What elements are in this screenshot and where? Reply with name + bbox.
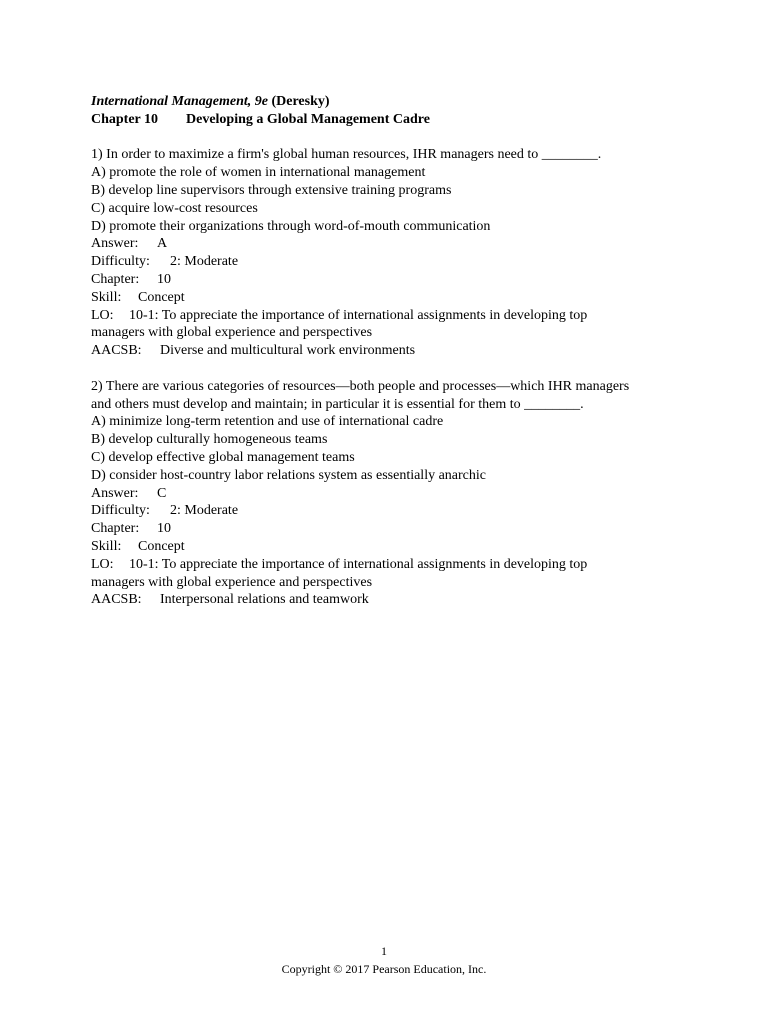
book-title: International Management, 9e: [91, 94, 268, 109]
difficulty-label: Difficulty:: [91, 503, 150, 519]
chapter-heading: [91, 111, 691, 129]
book-author: (Deresky): [267, 94, 330, 109]
skill-row: [91, 538, 691, 556]
answer-value: C: [157, 485, 167, 501]
chapter-row: [91, 271, 691, 289]
question-stem-continued: and others must develop and maintain; in particular it is essential for them to ________.: [91, 396, 584, 412]
difficulty-value: 2: Moderate: [170, 254, 239, 270]
option-b: B) develop culturally homogeneous teams: [91, 432, 328, 448]
skill-value: Concept: [138, 289, 185, 305]
option-d: D) consider host-country labor relations system as essentially anarchic: [91, 467, 486, 483]
difficulty-row: [91, 502, 691, 520]
chapter-value: 10: [157, 521, 171, 537]
book-header: [91, 93, 691, 111]
lo-row: [91, 307, 691, 325]
answer-label: Answer:: [91, 236, 139, 252]
page-number: 1: [381, 944, 387, 958]
question-stem: 2) There are various categories of resources—both people and processes—which IHR managers: [91, 378, 630, 394]
chapter-value: 10: [157, 271, 171, 287]
aacsb-row: [91, 342, 691, 360]
option-c: C) develop effective global management teams: [91, 449, 355, 465]
aacsb-value: Interpersonal relations and teamwork: [160, 592, 369, 608]
skill-row: [91, 289, 691, 307]
spacer: [91, 360, 691, 378]
option-a: A) promote the role of women in international management: [91, 165, 426, 181]
lo-continued: managers with global experience and perspectives: [91, 574, 373, 590]
answer-row: [91, 235, 691, 253]
lo-continued: managers with global experience and perspectives: [91, 325, 373, 341]
aacsb-label: AACSB:: [91, 592, 142, 608]
spacer: [91, 129, 691, 147]
aacsb-label: AACSB:: [91, 343, 142, 359]
chapter-row: [91, 520, 691, 538]
lo-value: 10-1: To appreciate the importance of international assignments in developing top: [129, 307, 588, 323]
lo-label: LO:: [91, 556, 114, 572]
answer-value: A: [157, 236, 168, 252]
option-b: B) develop line supervisors through extensive training programs: [91, 182, 452, 198]
lo-value: 10-1: To appreciate the importance of international assignments in developing top: [129, 556, 588, 572]
aacsb-value: Diverse and multicultural work environments: [160, 343, 416, 359]
option-c: C) acquire low-cost resources: [91, 200, 258, 216]
chapter-label: Chapter 10: [91, 111, 159, 127]
answer-label: Answer:: [91, 485, 139, 501]
aacsb-row: [91, 591, 691, 609]
question-1: [91, 146, 691, 360]
skill-label: Skill:: [91, 538, 122, 554]
skill-label: Skill:: [91, 289, 122, 305]
page-content: [91, 93, 691, 609]
difficulty-row: [91, 253, 691, 271]
answer-row: [91, 485, 691, 503]
chapter-field-label: Chapter:: [91, 521, 140, 537]
lo-row: [91, 556, 691, 574]
question-2: [91, 378, 691, 609]
option-a: A) minimize long-term retention and use of international cadre: [91, 414, 444, 430]
chapter-field-label: Chapter:: [91, 271, 140, 287]
difficulty-label: Difficulty:: [91, 254, 150, 270]
difficulty-value: 2: Moderate: [170, 503, 239, 519]
chapter-title: Developing a Global Management Cadre: [186, 111, 430, 127]
question-stem: 1) In order to maximize a firm's global human resources, IHR managers need to ________.: [91, 147, 602, 163]
option-d: D) promote their organizations through word-of-mouth communication: [91, 218, 491, 234]
skill-value: Concept: [138, 538, 185, 554]
lo-label: LO:: [91, 307, 114, 323]
copyright-notice: Copyright © 2017 Pearson Education, Inc.: [281, 962, 487, 976]
